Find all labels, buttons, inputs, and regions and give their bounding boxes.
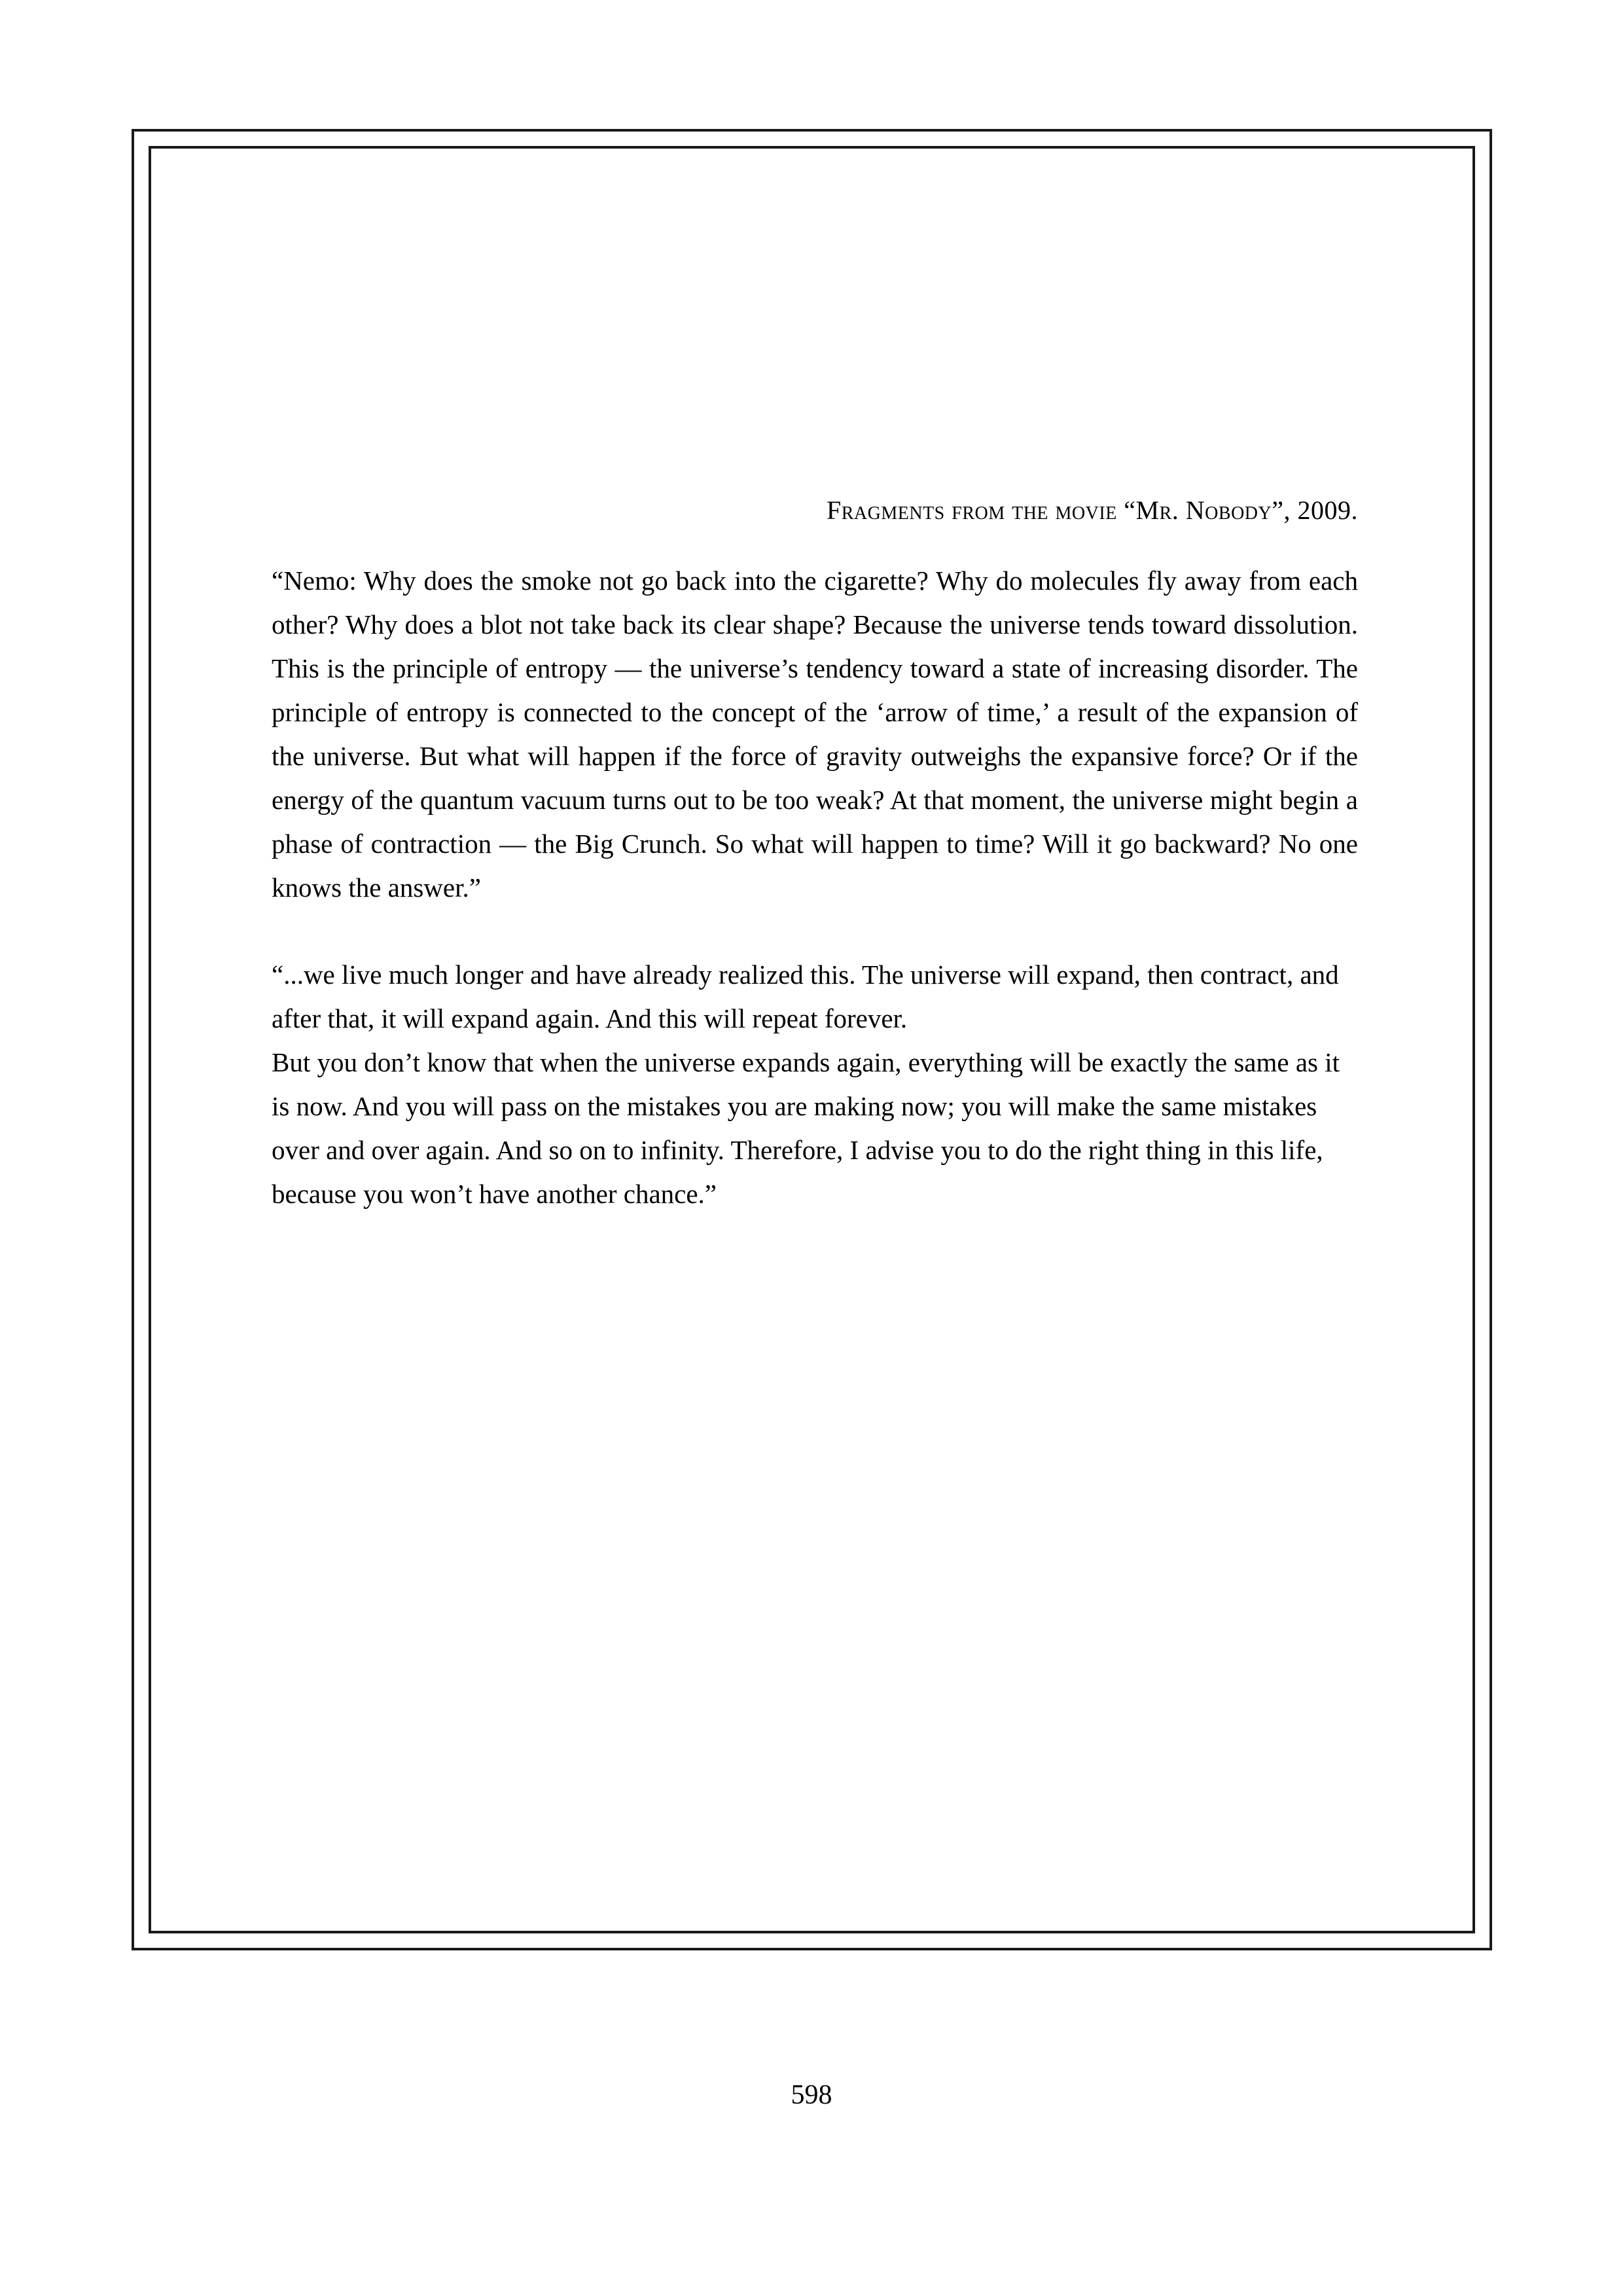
text-column bbox=[272, 497, 1358, 1216]
quote-paragraph: “...we live much longer and have already realized this. The universe will expand, then contract, and after that, it will expand again. And this will repeat forever. bbox=[272, 960, 1339, 1033]
quote-block-nemo-entropy bbox=[272, 559, 1358, 910]
quote-paragraph: “Nemo: Why does the smoke not go back into the cigarette? Why do molecules fly away from each other? Why does a blot not take back its clear shape? Because the universe tends toward dissolution. This is the principle of entropy — the universe’s tendency toward a state of increasing disorder. The principle of entropy is connected to the concept of the ‘arrow of time,’ a result of the expansion of the universe. But what will happen if the force of gravity outweighs the expansive force? Or if the energy of the quantum vacuum turns out to be too weak? At that moment, the universe might begin a phase of contraction — the Big Crunch. So what will happen to time? Will it go backward? No one knows the answer.” bbox=[272, 565, 1358, 903]
quote-block-eternal-return bbox=[272, 953, 1358, 1216]
attribution-year: , 2009. bbox=[1283, 495, 1358, 525]
source-attribution bbox=[272, 497, 1358, 524]
attribution-small-caps: Fragments from the movie “Mr. Nobody” bbox=[826, 495, 1284, 525]
page-number: 598 bbox=[791, 2080, 832, 2110]
quote-paragraph: But you don’t know that when the universe expands again, everything will be exactly the same as it is now. And you will pass on the mistakes you are making now; you will make the same mistakes over and over again. And so on to infinity. Therefore, I advise you to do the right thing in this life, because you won’t have another chance.” bbox=[272, 1047, 1340, 1209]
